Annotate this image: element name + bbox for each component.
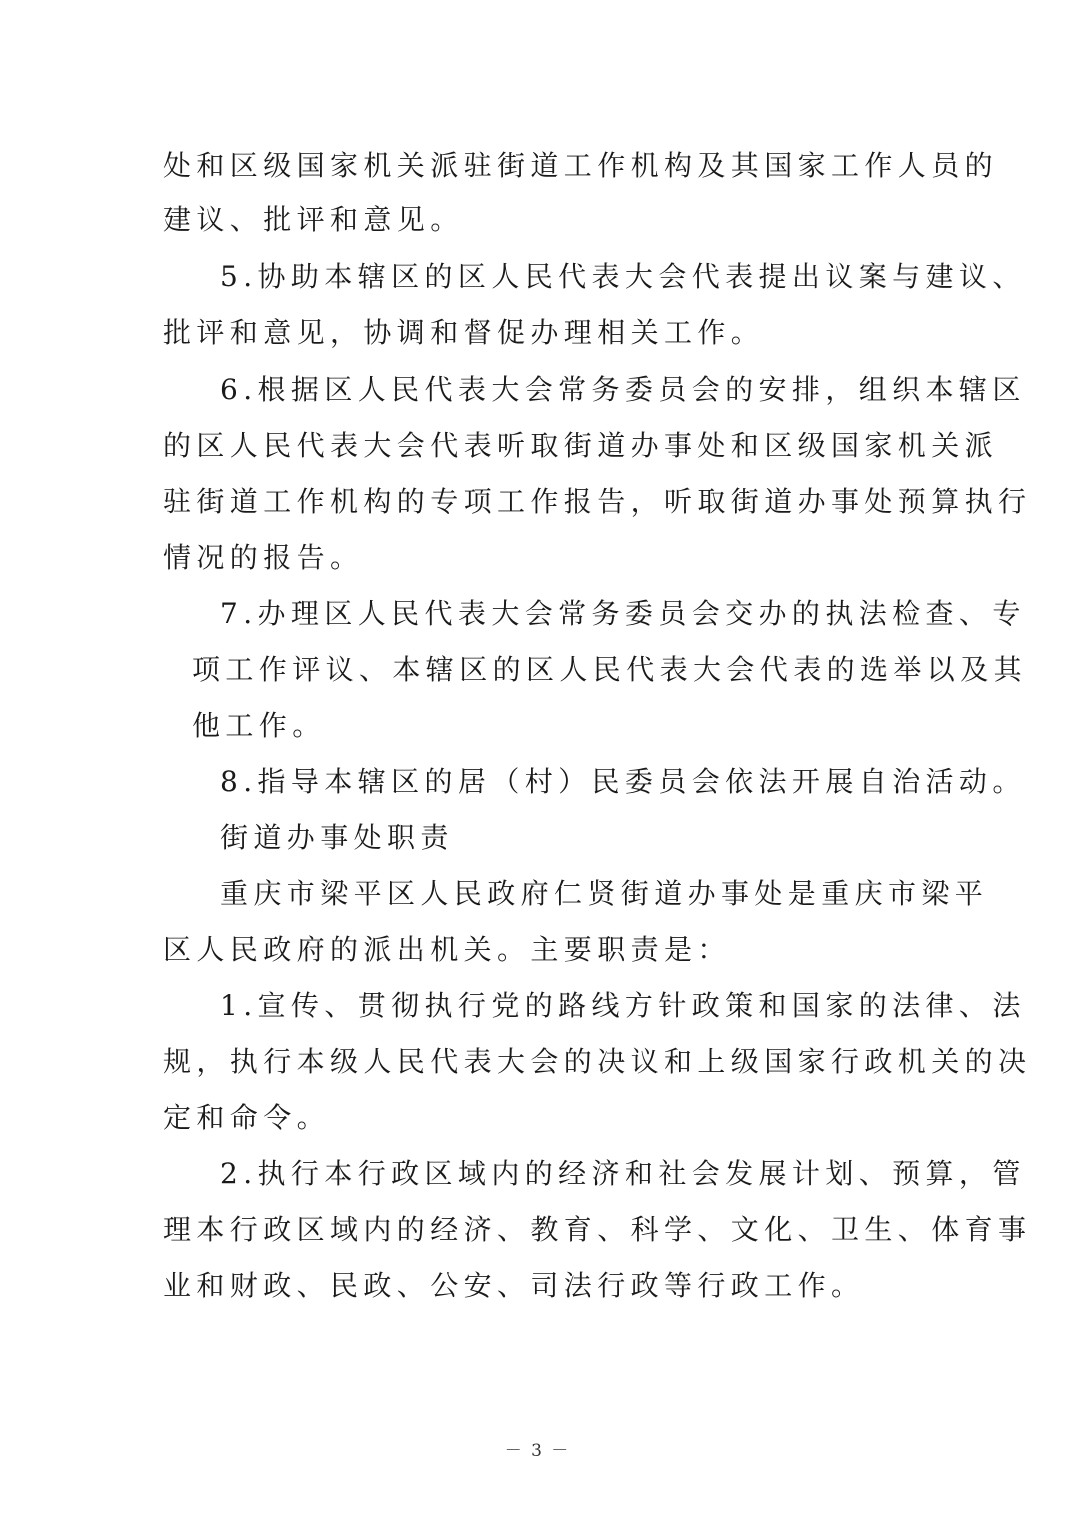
text-line: 定和命令。: [163, 1101, 331, 1134]
text-line: 1.宣传、贯彻执行党的路线方针政策和国家的法律、法: [220, 989, 1026, 1022]
section-heading: 街道办事处职责: [220, 821, 454, 854]
text-line: 的区人民代表大会代表听取街道办事处和区级国家机关派: [163, 429, 999, 462]
text-line: 8.指导本辖区的居（村）民委员会依法开展自治活动。: [220, 765, 1026, 798]
text-line: 重庆市梁平区人民政府仁贤街道办事处是重庆市梁平: [220, 877, 989, 910]
text-line: 业和财政、民政、公安、司法行政等行政工作。: [163, 1269, 865, 1302]
text-line: 区人民政府的派出机关。主要职责是：: [163, 933, 731, 966]
text-line: 2.执行本行政区域内的经济和社会发展计划、预算，管: [220, 1157, 1026, 1190]
text-line: 建议、批评和意见。: [163, 203, 464, 236]
text-line: 处和区级国家机关派驻街道工作机构及其国家工作人员的: [163, 149, 999, 182]
text-line: 情况的报告。: [163, 541, 364, 574]
text-line: 批评和意见，协调和督促办理相关工作。: [163, 316, 765, 349]
page-number: － 3 －: [504, 1441, 571, 1461]
text-line: 规，执行本级人民代表大会的决议和上级国家行政机关的决: [163, 1045, 1032, 1078]
text-line: 理本行政区域内的经济、教育、科学、文化、卫生、体育事: [163, 1213, 1032, 1246]
text-line: 7.办理区人民代表大会常务委员会交办的执法检查、专: [220, 597, 1026, 630]
text-line: 驻街道工作机构的专项工作报告，听取街道办事处预算执行: [163, 485, 1032, 518]
text-line: 6.根据区人民代表大会常务委员会的安排，组织本辖区: [220, 373, 1026, 406]
text-line: 5.协助本辖区的区人民代表大会代表提出议案与建议、: [220, 260, 1026, 293]
text-line: 项工作评议、本辖区的区人民代表大会代表的选举以及其: [192, 653, 1028, 686]
text-line: 他工作。: [192, 709, 326, 742]
